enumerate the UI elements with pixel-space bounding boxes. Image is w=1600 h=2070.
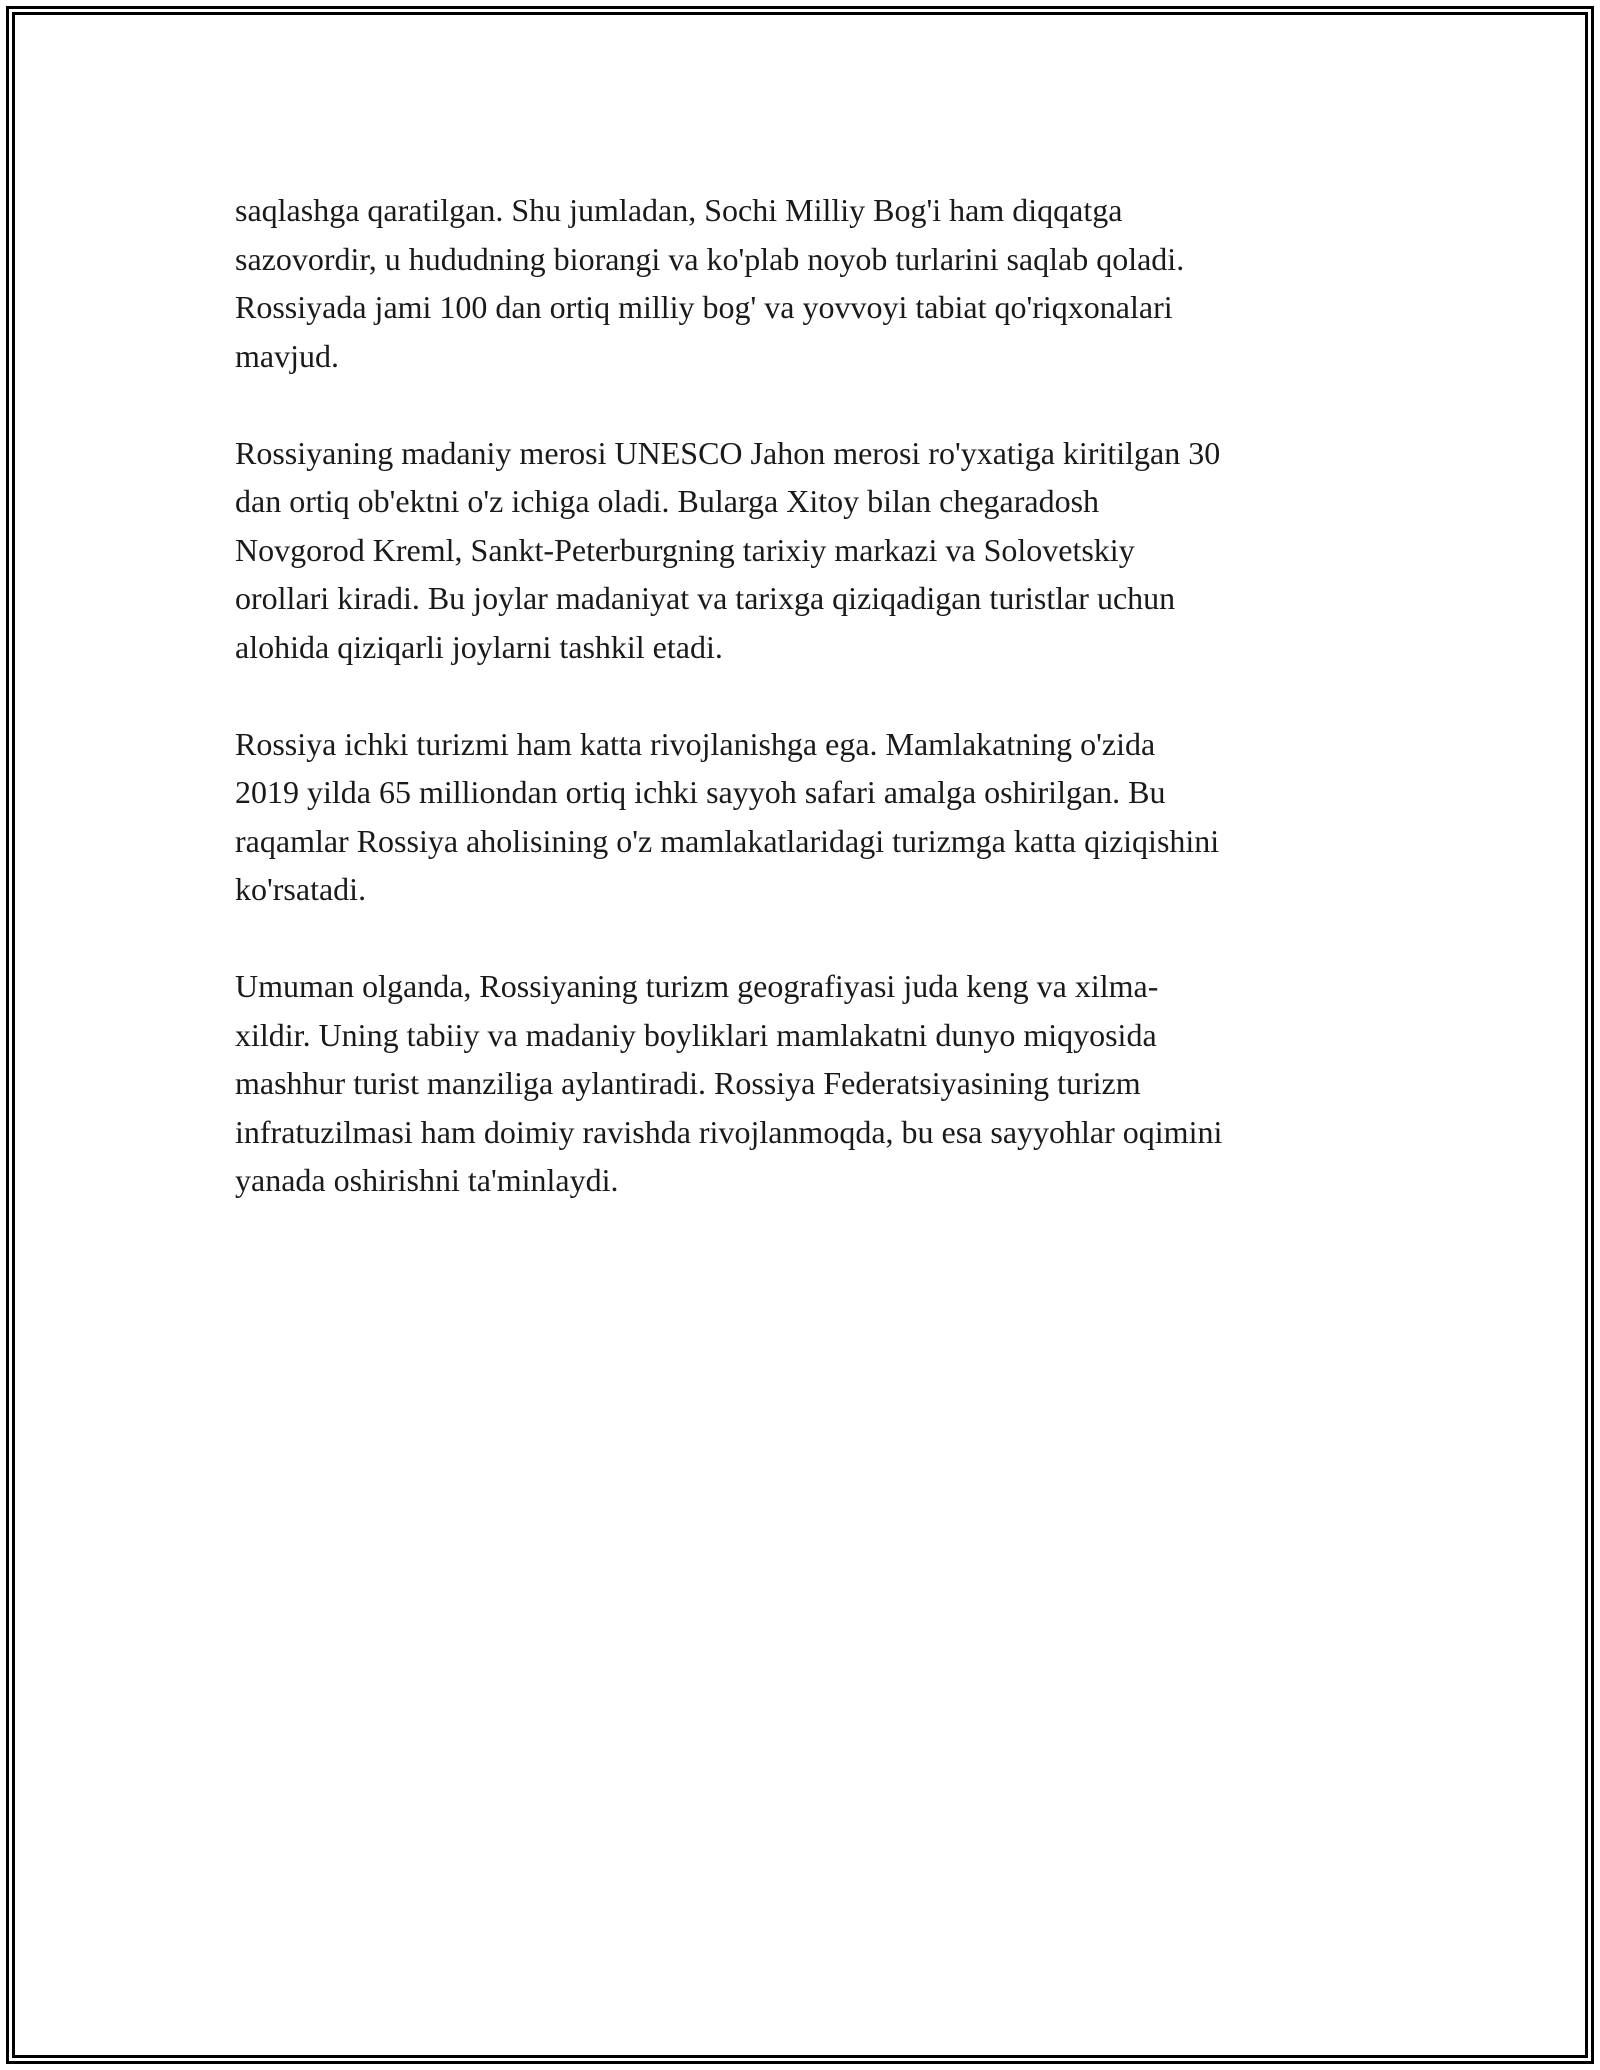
text-line: yanada oshirishni ta'minlaydi. <box>235 1162 619 1198</box>
text-line: 2019 yilda 65 milliondan ortiq ichki sayyoh safari amalga oshirilgan. Bu <box>235 774 1166 810</box>
paragraph-national-parks <box>235 186 1380 380</box>
text-line: Rossiyada jami 100 dan ortiq milliy bog' va yovvoyi tabiat qo'riqxonalari <box>235 289 1173 325</box>
text-line: raqamlar Rossiya aholisining o'z mamlakatlaridagi turizmga katta qiziqishini <box>235 822 1220 859</box>
text-line: Rossiyaning madaniy merosi UNESCO Jahon merosi ro'yxatiga kiritilgan 30 <box>235 434 1221 471</box>
paragraph-domestic-tourism <box>235 720 1380 914</box>
text-line: mavjud. <box>235 337 339 374</box>
text-line: Novgorod Kreml, Sankt-Peterburgning tarixiy markazi va Solovetskiy <box>235 531 1135 568</box>
text-line: saqlashga qaratilgan. Shu jumladan, Sochi Milliy Bog'i ham diqqatga <box>235 192 1123 228</box>
document-body <box>235 186 1380 1205</box>
text-line: alohida qiziqarli joylarni tashkil etadi. <box>235 628 723 665</box>
text-line: dan ortiq ob'ektni o'z ichiga oladi. Bularga Xitoy bilan chegaradosh <box>235 483 1100 519</box>
text-line: Umuman olganda, Rossiyaning turizm geografiyasi juda keng va xilma- <box>235 968 1159 1004</box>
text-line: mashhur turist manziliga aylantiradi. Rossiya Federatsiyasining turizm <box>235 1065 1141 1101</box>
text-line: ko'rsatadi. <box>235 871 367 907</box>
text-line: orollari kiradi. Bu joylar madaniyat va tarixga qiziqadigan turistlar uchun <box>235 580 1176 616</box>
text-line: xildir. Uning tabiiy va madaniy boyliklari mamlakatni dunyo miqyosida <box>235 1016 1157 1053</box>
text-line: sazovordir, u hududning biorangi va ko'plab noyob turlarini saqlab qoladi. <box>235 240 1185 277</box>
text-line: Rossiya ichki turizmi ham katta rivojlanishga ega. Mamlakatning o'zida <box>235 725 1156 762</box>
paragraph-cultural-heritage <box>235 429 1380 672</box>
paragraph-conclusion <box>235 962 1380 1205</box>
text-line: infratuzilmasi ham doimiy ravishda rivojlanmoqda, bu esa sayyohlar oqimini <box>235 1113 1223 1150</box>
